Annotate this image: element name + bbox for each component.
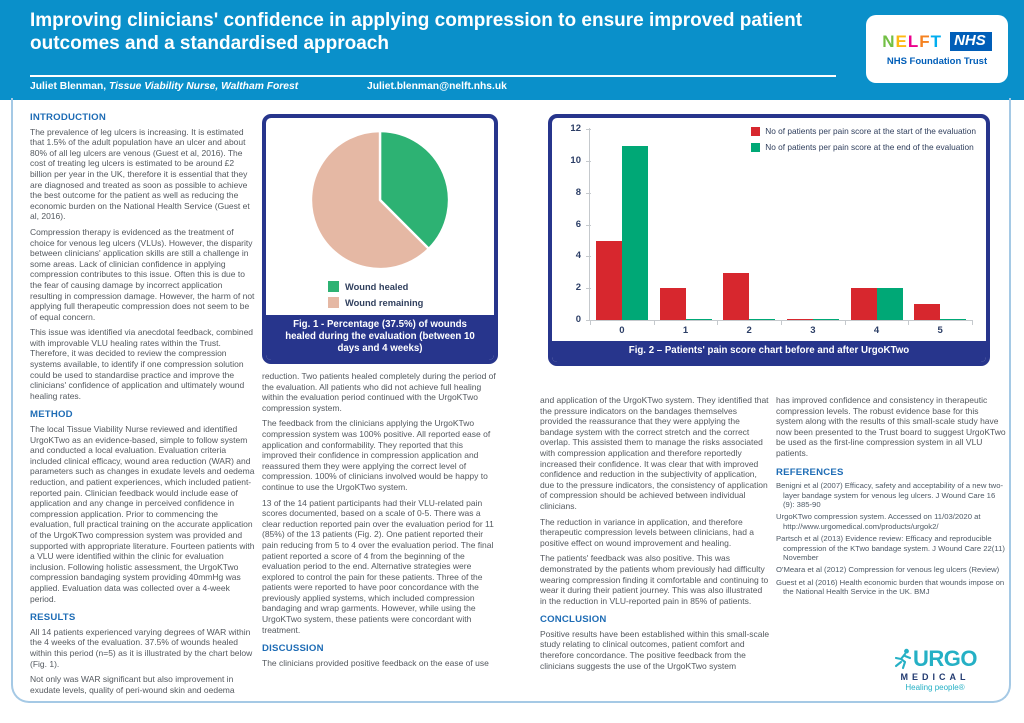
section-heading-results: RESULTS [30, 612, 76, 624]
paragraph: reduction. Two patients healed completely during the period of the evaluation. All patients who did not achieve full healing within the evaluation period continued with the UrgoKTwo compression system. [262, 371, 496, 413]
pie-legend-label: Wound healed [345, 281, 409, 292]
reference-item: O'Meara et al (2012) Compression for venous leg ulcers (Review) [776, 565, 1000, 575]
y-tick-label: 12 [570, 123, 581, 134]
section-heading-conclusion: CONCLUSION [540, 614, 607, 626]
y-tick-label: 0 [575, 314, 581, 325]
bar [787, 319, 813, 321]
nhs-foundation-trust-label: NHS Foundation Trust [886, 55, 988, 67]
y-tick-label: 6 [575, 218, 581, 230]
nelft-letter: F [919, 31, 931, 51]
paragraph: This issue was identified via anecdotal feedback, combined with improvable VLU healing rates within the Trust. Therefore, it was decided to review the compression systems available, to identify if one compression solution could be used to standardise practice and improve the clinicians' confidence of application and ultimately wound healing rates. [30, 327, 254, 401]
bar-x-label: 5 [937, 325, 943, 336]
fig2-caption: Fig. 2 – Patients' pain score chart before and after UrgoKTwo [552, 341, 986, 362]
bar [686, 319, 712, 321]
column-4 [776, 395, 1006, 600]
bar [940, 319, 966, 321]
bar [749, 319, 775, 321]
bar [877, 288, 903, 320]
bar [851, 288, 877, 320]
bar-x-label: 1 [682, 325, 689, 336]
x-tick [972, 320, 973, 325]
section-heading-references: REFERENCES [776, 466, 844, 478]
author-name: Juliet Blenman, [30, 81, 107, 92]
runner-icon [893, 648, 912, 670]
bar-x-label: 4 [873, 325, 880, 336]
nelft-letter: E [895, 31, 908, 51]
urgo-medical-logo [872, 646, 998, 692]
bar [914, 304, 940, 320]
bar-chart-legend [751, 126, 976, 152]
reference-list [776, 481, 1006, 596]
nelft-letter: N [882, 31, 896, 51]
bar-chart-groups [590, 130, 972, 320]
nelft-nhs-logo [866, 15, 1008, 83]
figure-1-box [262, 114, 498, 364]
pie-legend-row [328, 281, 423, 292]
paragraph: The reduction in variance in application, and therefore therapeutic compression levels between clinicians, had a positive effect on wound improvement and healing. [540, 516, 755, 548]
bar [596, 241, 622, 320]
urgo-wordmark: URGO [913, 646, 977, 671]
bar-group [717, 130, 781, 320]
section-heading-discussion: DISCUSSION [262, 643, 324, 655]
pie-legend-row [328, 297, 423, 308]
column-2 [262, 371, 498, 673]
paragraph: and application of the UrgoKTwo system. They identified that the pressure indicators on the bandages themselves provided the reassurance that they were applying the bandage system with the correct stretch and the correct overlap. This assisted them to manage the risks associated with compression application and therefore reportedly increased their confidence. It was clear that with improved confidence and reduction in the subjectivity of application, due to the pressure indicators, the consistency of application of compression should be achieved between individual clinicians. [540, 395, 769, 511]
urgo-brand-row [893, 646, 977, 672]
bar-chart-y-axis [552, 123, 590, 325]
poster-title: Improving clinicians' confidence in applying compression to ensure improved patient outcomes and a standardised approach [30, 10, 803, 55]
column-1 [30, 111, 256, 700]
bar-x-label: 3 [810, 325, 816, 336]
pie-legend [328, 281, 423, 308]
urgo-tagline: Healing people® [905, 683, 965, 692]
nelft-letter: L [907, 31, 920, 51]
nelft-letter: T [930, 31, 943, 51]
reference-item: UrgoKTwo compression system. Accessed on 11/03/2020 at http://www.urgomedical.com/products/urgok2/ [776, 512, 981, 531]
bar [723, 273, 749, 321]
bar-group [590, 130, 654, 320]
legend-swatch [328, 281, 339, 292]
author-line [30, 81, 836, 92]
bar-chart-x-axis [590, 325, 972, 339]
paragraph: has improved confidence and consistency in therapeutic compression levels. The robust evidence base for this system along with the results of this small-scale study have now been presented to the Trust board to suggest UrgoKTwo be used as the first-line compression system in all VLU patients. [776, 395, 1006, 458]
y-tick-label: 4 [575, 250, 581, 262]
nhs-logo-box: NHS [950, 32, 992, 52]
bar-legend-row [751, 126, 976, 136]
y-tick-label: 8 [575, 186, 581, 198]
paragraph: 13 of the 14 patient participants had their VLU-related pain scores documented, based on a scale of 0-5. There was a clear reduction reported pain over the evaluation period for 11 (85%) of the 13 patients (Fig. 2). One patient reported their pain reducing from 5 to 4 over the evaluation period. The final patient reported a score of 4 from the beginning of the evaluation period to the end. Alternative strategies were explored to control the pain for these patients. Three of the patients were reported to have poor concordance with the previously applied systems, which included compression bandaging and wrap garments. However, while using the UrgoKTwo system, these patients were concordant with treatment. [262, 497, 494, 635]
fig1-caption: Fig. 1 - Percentage (37.5%) of wounds healed during the evaluation (between 10 days and 4 weeks) [266, 315, 494, 360]
paragraph: The patients' feedback was also positive. This was demonstrated by the patients whom previously had difficulty wearing compression finding it comfortable and continuing to wear it during their patient journey. This was also illustrated in the reduction in VLU-reported pain in 85% of patients. [540, 553, 769, 606]
bar-group [781, 130, 845, 320]
reference-item: Benigni et al (2007) Efficacy, safety and acceptability of a new two-layer bandage system for venous leg ulcers. J Wound Care 16 (9): 385-90 [776, 481, 1004, 509]
urgo-medical-label: MEDICAL [900, 672, 970, 682]
pie-chart-area [266, 118, 494, 315]
paragraph: The feedback from the clinicians applying the UrgoKTwo compression system was 100% positive. All reported ease of application and conformability. They reported that this improved their confidence in compression application and reassured them they were applying the correct level of compression. 100% of clinicians involved would be happy to continue to use the UrgoKTwo system. [262, 418, 491, 492]
header-divider [30, 75, 836, 77]
legend-swatch [328, 297, 339, 308]
author-role: Tissue Viability Nurse, Waltham Forest [106, 81, 299, 92]
paragraph: The clinicians provided positive feedback on the ease of use [262, 657, 489, 668]
nelft-logo-row [882, 32, 991, 52]
pie-chart [306, 126, 454, 274]
bar-group [908, 130, 972, 320]
bar-legend-label: No of patients per pain score at the start of the evaluation [765, 126, 976, 136]
bar-group [654, 130, 718, 320]
bar-chart-area [552, 118, 986, 341]
bar-legend-label: No of patients per pain score at the end of the evaluation [765, 142, 974, 152]
nelft-wordmark [882, 32, 942, 52]
bar [622, 146, 648, 320]
paragraph: Compression therapy is evidenced as the treatment of choice for venous leg ulcers (VLUs). However, the disparity between clinicians' application skills are still a challenge in some areas. Lack of clinician confidence in applying compression contributes to this issue. Often this is due to the fear of causing damage by incorrect application resulting in compression damage. However, the harm of not applying full therapeutic compression does not seem to be of equal concern. [30, 226, 255, 322]
header-banner [0, 0, 1024, 100]
bar-x-label: 2 [746, 325, 752, 336]
bar [660, 288, 686, 320]
y-tick-label: 10 [570, 154, 581, 166]
paragraph: All 14 patients experienced varying degrees of WAR within the 4 weeks of the evaluation. 37.5% of wounds healed within this period (n=5) as it is illustrated by the chart below (Fig. 1). [30, 626, 253, 669]
bar-group [845, 130, 909, 320]
author-email: Juliet.blenman@nelft.nhs.uk [367, 81, 507, 92]
pie-legend-label: Wound remaining [345, 297, 424, 308]
legend-swatch [751, 127, 760, 136]
paragraph: Not only was WAR significant but also improvement in exudate levels, quality of peri-wound skin and oedema [30, 674, 235, 695]
legend-swatch [751, 143, 760, 152]
reference-item: Guest et al (2016) Health economic burden that wounds impose on the National Health Service in the UK. BMJ [776, 577, 1005, 597]
paragraph: The prevalence of leg ulcers is increasing. It is estimated that 1.5% of the adult population have an ulcer and about 80% of all leg ulcers are venous (Guest et al, 2016). The cost of treating leg ulcers is estimated to be around £2 billion per year in the UK, therefore it is essential that they are diagnosed and treated as soon as possible to achieve the best outcome for the patient as well as reducing the economic burden on the National Health Service (Guest et al, 2016). [30, 126, 250, 222]
bar-legend-row [751, 142, 976, 152]
section-heading-introduction: INTRODUCTION [30, 112, 106, 123]
bar [813, 319, 839, 321]
y-tick-label: 2 [575, 282, 581, 294]
bar-chart-plot [590, 130, 972, 321]
paragraph: Positive results have been established within this small-scale study relating to clinical outcomes, patient comfort and therefore concordance. The positive feedback from the clinicians suggests the use of the UrgoKTwo system [540, 628, 770, 671]
bar-x-label: 0 [619, 325, 625, 336]
figure-2-box [548, 114, 990, 366]
reference-item: Partsch et al (2013) Evidence review: Efficacy and reproducible compression of the KTwo bandage system. J Wound Care 22(11) November [776, 534, 1005, 562]
section-heading-method: METHOD [30, 409, 73, 421]
paragraph: The local Tissue Viability Nurse reviewed and identified UrgoKTwo as an evidence-based, simple to follow system and conducted a local evaluation. Evaluation criteria included clinical efficacy, wound area reduction (WAR) and parameters such as changes in exudate levels and oedema reduction, and patient experiences, which included patient-reported pain. Clinician feedback would include ease of application and any change in perceived confidence in compression application. Prior to commencing the evaluation, full practical training on the accurate application of the UrgoKTwo compression system was provided and supported with appropriate literature. Fourteen patients with a VLU were identified within the clinic for evaluation inclusion. Following holistic assessment, the UrgoKTwo compression bandaging system providing 40mmHg was applied. Evaluation data was collected over a 4-week period. [30, 424, 255, 604]
column-3 [540, 395, 770, 676]
